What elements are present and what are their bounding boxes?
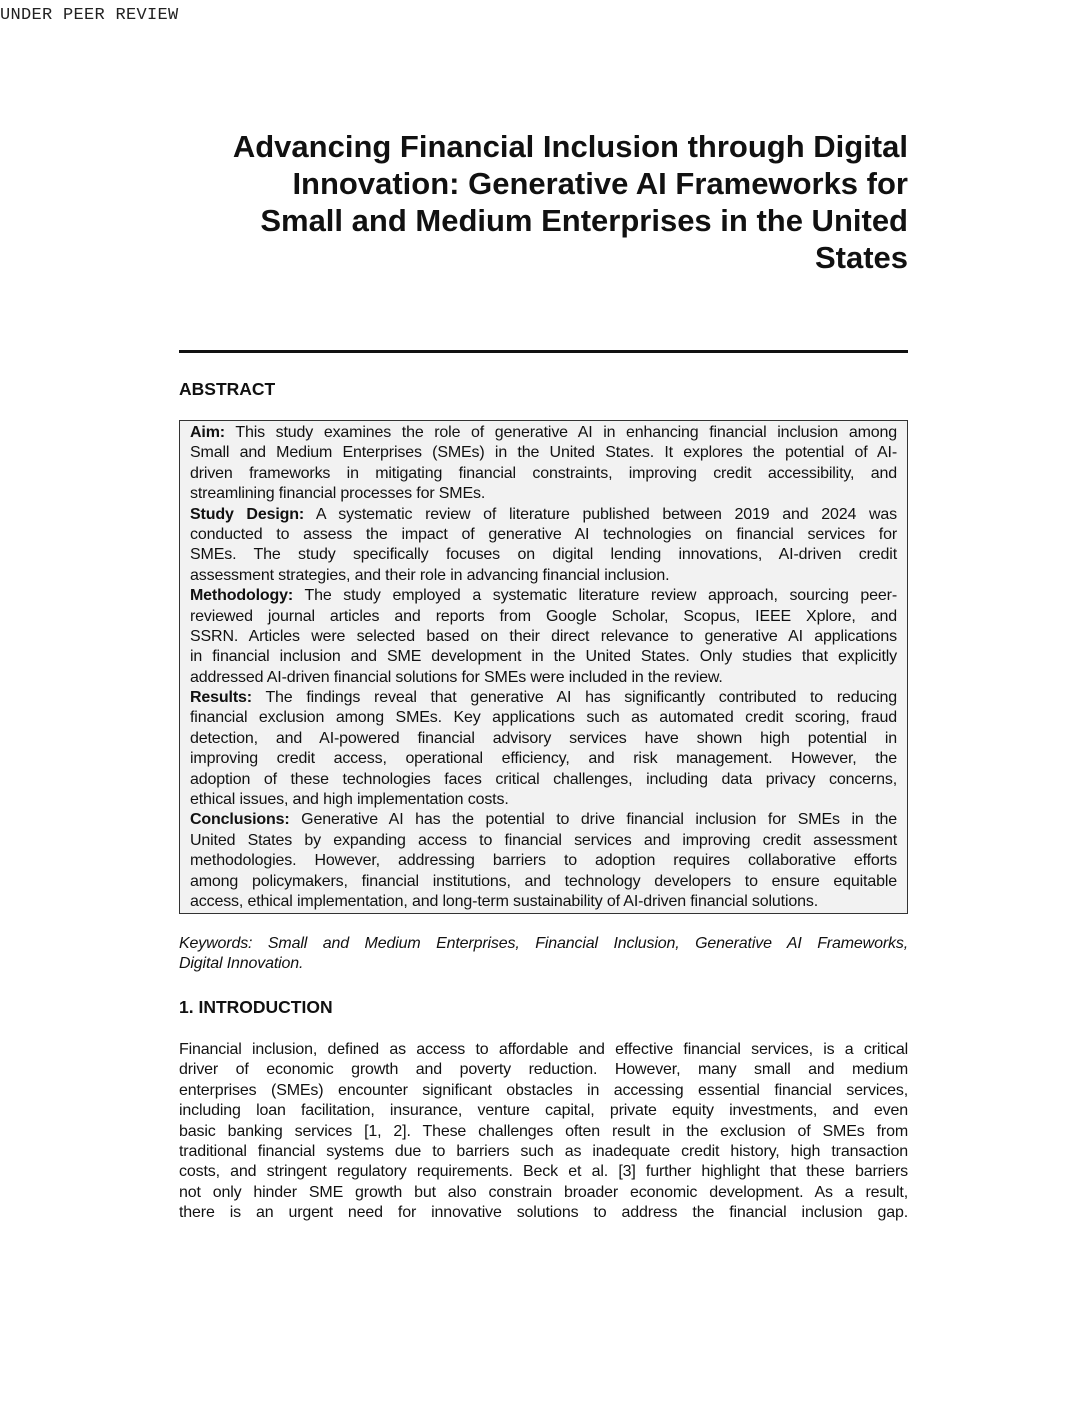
introduction-line: not only hinder SME growth but also constrain broader economic development. As a result, <box>179 1183 908 1201</box>
introduction-line: basic banking services [1, 2]. These challenges often result in the exclusion of SMEs from <box>179 1122 908 1140</box>
abstract-line-text: in financial inclusion and SME development in the United States. Only studies that explicitly <box>190 648 897 666</box>
abstract-line-text: streamlining financial processes for SMEs. <box>190 485 486 503</box>
keywords-line: Keywords: Small and Medium Enterprises, Financial Inclusion, Generative AI Frameworks, <box>179 935 908 952</box>
abstract-section-label: Study Design: <box>190 505 305 523</box>
title-line: Advancing Financial Inclusion through Digital <box>232 129 908 164</box>
title-line: Innovation: Generative AI Frameworks for <box>292 166 908 201</box>
abstract-line <box>190 851 897 871</box>
abstract-line-text: A systematic review of literature published between 2019 and 2024 was <box>315 505 897 523</box>
introduction-paragraph <box>179 1040 908 1224</box>
abstract-line-text: driven frameworks in mitigating financial constraints, improving credit accessibility, and <box>190 464 897 482</box>
abstract-line-text: access, ethical implementation, and long-term sustainability of AI-driven financial solutions. <box>190 892 819 910</box>
abstract-line <box>190 647 897 667</box>
abstract-line-text: The study employed a systematic literature review approach, sourcing peer- <box>304 587 897 605</box>
abstract-line <box>190 627 897 647</box>
abstract-line <box>190 423 897 443</box>
abstract-line <box>190 810 897 830</box>
watermark: UNDER PEER REVIEW <box>0 6 179 25</box>
abstract-line <box>190 464 897 484</box>
abstract-line <box>190 607 897 627</box>
abstract-line <box>190 892 897 912</box>
abstract-line <box>190 708 897 728</box>
abstract-heading: ABSTRACT <box>179 379 276 399</box>
abstract-line <box>190 790 897 810</box>
abstract-line <box>190 505 897 525</box>
abstract-section-label: Conclusions: <box>190 811 290 829</box>
abstract-line-text: SSRN. Articles were selected based on their direct relevance to generative AI applications <box>190 627 897 645</box>
abstract-line-text: conducted to assess the impact of generative AI technologies on financial services for <box>190 525 897 543</box>
introduction-line: there is an urgent need for innovative solutions to address the financial inclusion gap. <box>179 1204 908 1222</box>
abstract-line <box>190 770 897 790</box>
abstract-line-text: Generative AI has the potential to drive financial inclusion for SMEs in the <box>301 811 898 829</box>
abstract-line <box>190 688 897 708</box>
title-rule <box>179 350 908 353</box>
introduction-line: driver of economic growth and poverty reduction. However, many small and medium <box>179 1061 908 1079</box>
abstract-line-text: Small and Medium Enterprises (SMEs) in the United States. It explores the potential of AI- <box>190 444 897 462</box>
abstract-line <box>190 484 897 504</box>
introduction-line: costs, and stringent regulatory requirements. Beck et al. [3] further highlight that these barriers <box>179 1163 908 1181</box>
introduction-line: including loan facilitation, insurance, venture capital, private equity investments, and even <box>179 1102 908 1120</box>
abstract-line-text: The findings reveal that generative AI has significantly contributed to reducing <box>265 689 897 707</box>
abstract-line-text: methodologies. However, addressing barriers to adoption requires collaborative efforts <box>190 852 897 870</box>
abstract-line <box>190 749 897 769</box>
abstract-line <box>190 586 897 606</box>
abstract-line <box>190 729 897 749</box>
abstract-section-label: Methodology: <box>190 587 294 605</box>
abstract-line-text: financial exclusion among SMEs. Key applications such as automated credit scoring, fraud <box>190 709 897 727</box>
abstract-line <box>190 443 897 463</box>
abstract-line-text: addressed AI-driven financial solutions for SMEs were included in the review. <box>190 668 723 686</box>
abstract-line <box>190 668 897 688</box>
abstract-box <box>179 420 908 914</box>
title-line: Small and Medium Enterprises in the United <box>260 203 908 238</box>
abstract-line-text: ethical issues, and high implementation costs. <box>190 791 509 809</box>
abstract-section-label: Aim: <box>190 424 225 441</box>
abstract-line-text: assessment strategies, and their role in advancing financial inclusion. <box>190 566 670 584</box>
abstract-line-text: adoption of these technologies faces critical challenges, including data privacy concerns, <box>190 770 897 788</box>
abstract-line <box>190 872 897 892</box>
abstract-section-label: Results: <box>190 689 252 707</box>
abstract-line-text: detection, and AI-powered financial advisory services have shown high potential in <box>190 729 897 747</box>
abstract-line-text: among policymakers, financial institutions, and technology developers to ensure equitable <box>190 872 897 890</box>
abstract-line <box>190 831 897 851</box>
abstract-line <box>190 545 897 565</box>
abstract-line <box>190 525 897 545</box>
keywords <box>179 934 908 975</box>
introduction-line: Financial inclusion, defined as access to affordable and effective financial services, is a critical <box>179 1041 908 1058</box>
abstract-line <box>190 566 897 586</box>
abstract-line-text: improving credit access, operational efficiency, and risk management. However, the <box>190 750 897 768</box>
keywords-line: Digital Innovation. <box>179 955 304 973</box>
introduction-heading: 1. INTRODUCTION <box>179 997 333 1017</box>
paper-title <box>168 128 908 276</box>
title-line: States <box>814 240 908 275</box>
abstract-line-text: United States by expanding access to financial services and improving credit assessment <box>190 831 897 849</box>
introduction-line: enterprises (SMEs) encounter significant obstacles in accessing essential financial services, <box>179 1081 908 1099</box>
introduction-line: traditional financial systems due to barriers such as inadequate credit history, high transaction <box>179 1142 908 1160</box>
abstract-line-text: reviewed journal articles and reports from Google Scholar, Scopus, IEEE Xplore, and <box>190 607 897 625</box>
abstract-line-text: This study examines the role of generative AI in enhancing financial inclusion among <box>235 424 897 441</box>
abstract-line-text: SMEs. The study specifically focuses on digital lending innovations, AI-driven credit <box>190 546 897 564</box>
